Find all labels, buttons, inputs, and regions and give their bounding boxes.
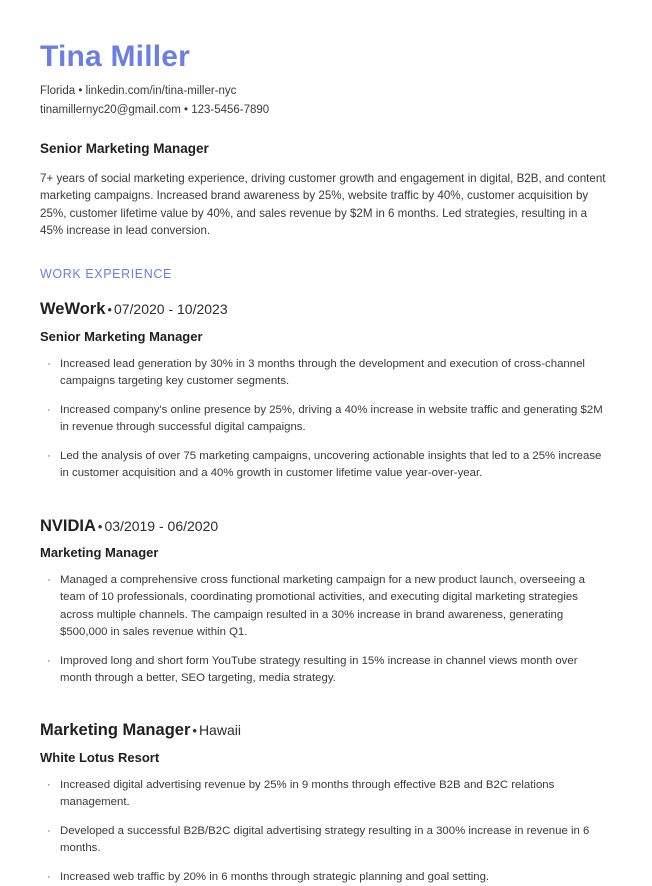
experience-separator: • [192, 722, 197, 738]
experience-entry [40, 300, 612, 482]
bullet-dot-icon: · [47, 654, 51, 667]
section-heading-work-experience: WORK EXPERIENCE [40, 267, 172, 282]
contact-line-location-linkedin: Florida • linkedin.com/in/tina-miller-nyc [40, 85, 237, 97]
experience-separator: • [107, 302, 112, 318]
list-item [40, 823, 612, 857]
experience-header [40, 300, 612, 320]
bullet-text: Increased web traffic by 20% in 6 months through strategic planning and goal setting. [60, 871, 490, 884]
experience-location: Hawaii [198, 721, 241, 738]
list-item [40, 869, 612, 886]
experience-bullet-list [40, 572, 612, 687]
bullet-text: Improved long and short form YouTube strategy resulting in 15% increase in channel views month over month through a better, SEO targeting, media strategy. [60, 654, 578, 684]
experience-company: WeWork [40, 300, 106, 319]
bullet-dot-icon: · [47, 357, 51, 370]
list-item [40, 653, 612, 687]
list-item [40, 402, 612, 436]
headline-title: Senior Marketing Manager [40, 140, 209, 156]
contact-line-email-phone: tinamillernyc20@gmail.com • 123-5456-7890 [40, 103, 270, 116]
experience-role: Senior Marketing Manager [40, 328, 203, 344]
experience-header [40, 517, 612, 537]
bullet-dot-icon: · [47, 450, 51, 463]
bullet-dot-icon: · [47, 404, 51, 417]
bullet-dot-icon: · [47, 824, 51, 837]
list-item [40, 777, 612, 811]
experience-bullet-list [40, 356, 612, 483]
page-title: Tina Miller [40, 40, 191, 73]
bullet-text: Increased company's online presence by 25%, driving a 40% increase in website traffic and generating $2M in revenue through successful digital campaigns. [60, 404, 603, 434]
experience-bullet-list [40, 777, 612, 886]
list-item [40, 448, 612, 482]
experience-company: Marketing Manager [40, 720, 191, 739]
experience-entry [40, 721, 612, 886]
experience-header [40, 721, 612, 741]
bullet-dot-icon: · [47, 778, 51, 791]
experience-dates: 03/2019 - 06/2020 [104, 517, 219, 534]
list-item [40, 572, 612, 640]
bullet-text: Increased lead generation by 30% in 3 months through the development and execution of cross-channel campaigns targeting key customer segments. [60, 357, 585, 387]
bullet-text: Increased digital advertising revenue by 25% in 9 months through effective B2B and B2C relations management. [60, 778, 555, 808]
bullet-text: Developed a successful B2B/B2C digital advertising strategy resulting in a 300% increase in revenue in 6 months. [60, 824, 590, 855]
bullet-text: Managed a comprehensive cross functional marketing campaign for a new product launch, overseeing a team of 10 professionals, coordinating promotional activities, and executing digital marketing strategies across multiple channels. The campaign resulted in a 30% increase in brand awareness, generating $500,000 in sales revenue within Q1. [60, 574, 585, 638]
list-item [40, 356, 612, 390]
professional-summary: 7+ years of social marketing experience, driving customer growth and engagement in digital, B2B, and content marketing campaigns. Increased brand awareness by 25%, website traffic by 40%, customer acquisition by 25%, customer lifetime value by 40%, and sales revenue by $2M in 6 months. Led strategies, resulting in a 45% increase in lead conversion. [40, 171, 606, 238]
experience-role: Marketing Manager [40, 545, 159, 561]
experience-entry [40, 517, 612, 687]
experience-dates: 07/2020 - 10/2023 [113, 301, 228, 318]
experience-company: NVIDIA [40, 516, 96, 535]
experience-role: White Lotus Resort [40, 749, 160, 765]
experience-separator: • [97, 518, 103, 534]
bullet-text: Led the analysis of over 75 marketing campaigns, uncovering actionable insights that led to a 25% increase in customer acquisition and a 40% growth in customer lifetime value year-over-year. [60, 450, 602, 480]
bullet-dot-icon: · [47, 871, 51, 884]
bullet-dot-icon: · [47, 574, 51, 587]
